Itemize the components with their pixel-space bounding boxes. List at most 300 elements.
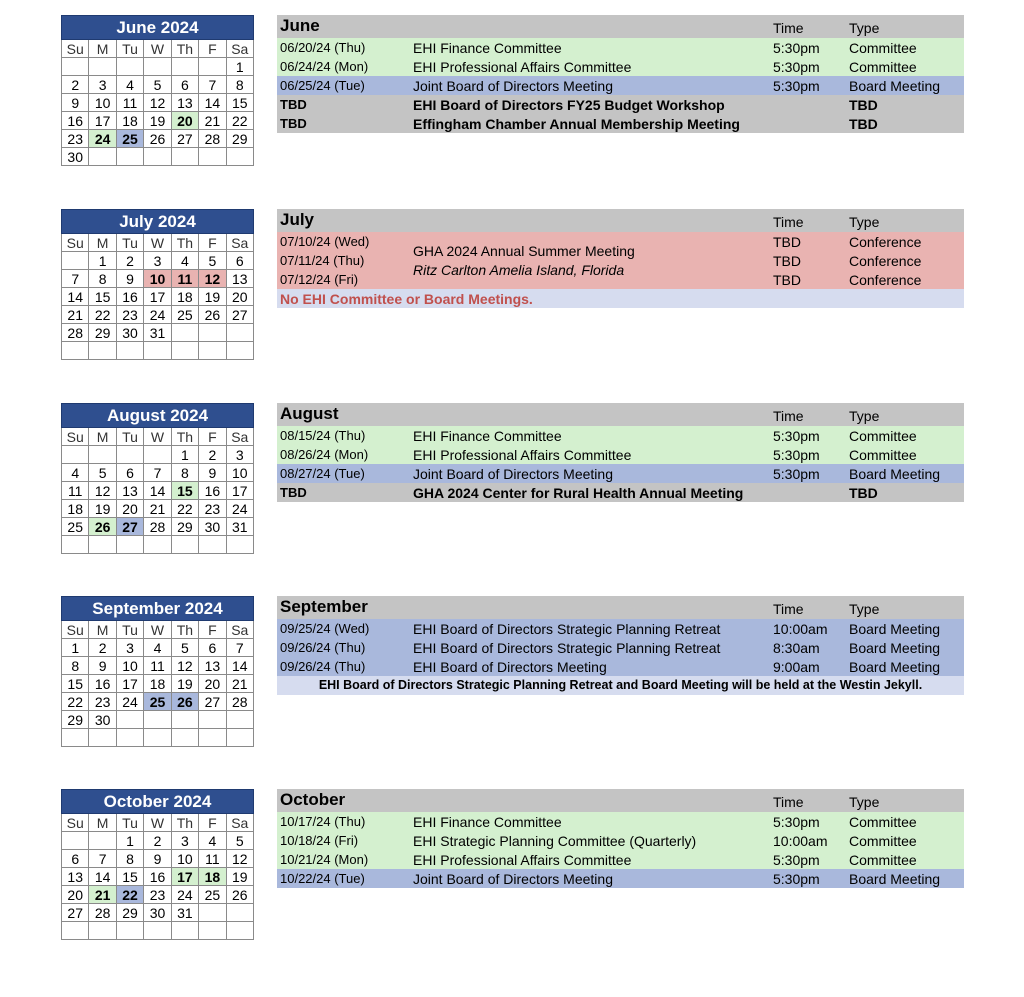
calendar-day: 11 — [62, 482, 89, 500]
calendar-day: 10 — [117, 657, 144, 675]
calendar-day: 7 — [62, 270, 89, 288]
calendar-day: 18 — [144, 675, 171, 693]
calendar-day: 25 — [144, 693, 171, 711]
calendar-day: 24 — [89, 130, 116, 148]
calendar-empty-cell — [62, 446, 89, 464]
calendar-day: 27 — [117, 518, 144, 536]
calendar-grid — [61, 428, 254, 554]
calendar-day: 6 — [117, 464, 144, 482]
calendar-day: 17 — [117, 675, 144, 693]
calendar-day: 24 — [144, 306, 171, 324]
calendar-empty-cell — [144, 342, 171, 360]
calendar-day: 6 — [227, 252, 254, 270]
calendar-day: 10 — [227, 464, 254, 482]
event-date: 07/12/24 (Fri) — [280, 272, 359, 287]
calendar-day: 6 — [199, 639, 226, 657]
calendar-empty-cell — [62, 342, 89, 360]
calendar-title: October 2024 — [61, 789, 254, 814]
calendar-day: 28 — [199, 130, 226, 148]
calendar-day: 14 — [227, 657, 254, 675]
events-header — [277, 403, 964, 426]
calendar-day: 30 — [89, 711, 116, 729]
calendar-empty-cell — [172, 711, 199, 729]
calendar-day: 26 — [227, 886, 254, 904]
calendar-day: 4 — [144, 639, 171, 657]
weekday-header: F — [199, 428, 226, 446]
event-time: TBD — [773, 253, 801, 269]
weekday-header: Th — [172, 234, 199, 252]
calendar-empty-cell — [227, 342, 254, 360]
event-row — [277, 869, 964, 888]
time-column-header: Time — [773, 408, 804, 424]
calendar-day: 14 — [89, 868, 116, 886]
calendar-day: 21 — [227, 675, 254, 693]
events-month-title: June — [280, 16, 320, 35]
calendar-day: 5 — [227, 832, 254, 850]
weekday-header: Tu — [117, 621, 144, 639]
calendar-day: 5 — [172, 639, 199, 657]
calendar-day: 14 — [199, 94, 226, 112]
calendar-day: 20 — [172, 112, 199, 130]
event-name: EHI Professional Affairs Committee — [413, 852, 632, 868]
event-row — [277, 831, 964, 850]
calendar-empty-cell — [227, 711, 254, 729]
mini-calendar — [61, 15, 254, 166]
calendar-day: 29 — [89, 324, 116, 342]
weekday-header: F — [199, 234, 226, 252]
calendar-day: 16 — [89, 675, 116, 693]
events-header — [277, 596, 964, 619]
calendar-day: 9 — [199, 464, 226, 482]
event-time: 9:00am — [773, 659, 820, 675]
calendar-day: 15 — [172, 482, 199, 500]
conference-title: GHA 2024 Annual Summer Meeting — [413, 243, 635, 259]
event-name: Joint Board of Directors Meeting — [413, 466, 613, 482]
calendar-empty-cell — [227, 729, 254, 747]
calendar-day: 23 — [199, 500, 226, 518]
calendar-empty-cell — [89, 729, 116, 747]
calendar-day: 18 — [62, 500, 89, 518]
event-date: 08/27/24 (Tue) — [280, 466, 365, 481]
event-row — [277, 657, 964, 676]
calendar-day: 10 — [172, 850, 199, 868]
event-name: EHI Finance Committee — [413, 40, 562, 56]
calendar-day: 12 — [227, 850, 254, 868]
calendar-day: 16 — [62, 112, 89, 130]
calendar-day: 13 — [172, 94, 199, 112]
calendar-day: 7 — [89, 850, 116, 868]
weekday-header: Sa — [227, 814, 254, 832]
month-section — [0, 774, 1024, 949]
event-note — [277, 676, 964, 695]
weekday-header: W — [144, 621, 171, 639]
calendar-day: 26 — [172, 693, 199, 711]
event-name: EHI Board of Directors FY25 Budget Workshop — [413, 97, 725, 113]
calendar-empty-cell — [117, 58, 144, 76]
calendar-day: 3 — [172, 832, 199, 850]
weekday-header: Tu — [117, 40, 144, 58]
event-name: EHI Professional Affairs Committee — [413, 59, 632, 75]
event-date: 10/18/24 (Fri) — [280, 833, 359, 848]
mini-calendar — [61, 596, 254, 747]
calendar-day: 17 — [89, 112, 116, 130]
calendar-empty-cell — [62, 536, 89, 554]
calendar-day: 19 — [89, 500, 116, 518]
event-row — [277, 95, 964, 114]
event-type: TBD — [849, 485, 878, 501]
calendar-day: 15 — [227, 94, 254, 112]
calendar-day: 27 — [227, 306, 254, 324]
event-date: 06/24/24 (Mon) — [280, 59, 369, 74]
calendar-day: 1 — [227, 58, 254, 76]
weekday-header: M — [89, 234, 116, 252]
weekday-header: M — [89, 621, 116, 639]
event-time: 5:30pm — [773, 40, 820, 56]
type-column-header: Type — [849, 20, 880, 36]
event-name: Joint Board of Directors Meeting — [413, 78, 613, 94]
calendar-empty-cell — [62, 729, 89, 747]
calendar-day: 7 — [227, 639, 254, 657]
calendar-day: 7 — [144, 464, 171, 482]
event-name: Joint Board of Directors Meeting — [413, 871, 613, 887]
calendar-empty-cell — [199, 711, 226, 729]
calendar-day: 1 — [117, 832, 144, 850]
calendar-title: August 2024 — [61, 403, 254, 428]
calendar-empty-cell — [172, 922, 199, 940]
event-time: 10:00am — [773, 621, 828, 637]
event-name: GHA 2024 Center for Rural Health Annual Meeting — [413, 485, 744, 501]
event-name: EHI Professional Affairs Committee — [413, 447, 632, 463]
calendar-day: 27 — [199, 693, 226, 711]
calendar-title: June 2024 — [61, 15, 254, 40]
calendar-day: 1 — [172, 446, 199, 464]
calendar-day: 27 — [62, 904, 89, 922]
calendar-day: 19 — [144, 112, 171, 130]
calendar-empty-cell — [199, 729, 226, 747]
calendar-day: 22 — [227, 112, 254, 130]
calendar-day: 15 — [117, 868, 144, 886]
event-time: TBD — [773, 272, 801, 288]
calendar-empty-cell — [117, 148, 144, 166]
weekday-header: Su — [62, 621, 89, 639]
month-section — [0, 581, 1024, 756]
weekday-header: F — [199, 621, 226, 639]
event-date: 06/20/24 (Thu) — [280, 40, 366, 55]
calendar-day: 25 — [199, 886, 226, 904]
calendar-empty-cell — [62, 922, 89, 940]
calendar-day: 23 — [89, 693, 116, 711]
calendar-day: 11 — [199, 850, 226, 868]
event-time: 5:30pm — [773, 59, 820, 75]
weekday-header: Th — [172, 428, 199, 446]
events-header — [277, 209, 964, 232]
calendar-day: 11 — [144, 657, 171, 675]
calendar-day: 18 — [172, 288, 199, 306]
event-type: Conference — [849, 272, 922, 288]
calendar-grid — [61, 234, 254, 360]
calendar-day: 20 — [199, 675, 226, 693]
event-row — [277, 114, 964, 133]
calendar-day: 12 — [172, 657, 199, 675]
month-section — [0, 194, 1024, 369]
calendar-empty-cell — [172, 729, 199, 747]
weekday-header: W — [144, 234, 171, 252]
event-name: EHI Board of Directors Meeting — [413, 659, 607, 675]
calendar-empty-cell — [172, 342, 199, 360]
calendar-day: 17 — [144, 288, 171, 306]
events-month-title: October — [280, 790, 346, 809]
calendar-day: 27 — [172, 130, 199, 148]
event-type: Board Meeting — [849, 640, 941, 656]
event-row — [277, 76, 964, 95]
calendar-day: 19 — [172, 675, 199, 693]
calendar-day: 13 — [62, 868, 89, 886]
event-type: TBD — [849, 97, 878, 113]
time-column-header: Time — [773, 794, 804, 810]
calendar-day: 9 — [62, 94, 89, 112]
event-note — [277, 289, 964, 308]
calendar-day: 8 — [117, 850, 144, 868]
weekday-header: Th — [172, 621, 199, 639]
event-date: TBD — [280, 97, 307, 112]
event-row — [277, 619, 964, 638]
event-name: EHI Board of Directors Strategic Planning Retreat — [413, 640, 721, 656]
event-name: EHI Board of Directors Strategic Planning Retreat — [413, 621, 721, 637]
calendar-day: 17 — [172, 868, 199, 886]
calendar-day: 9 — [144, 850, 171, 868]
calendar-day: 21 — [144, 500, 171, 518]
calendar-empty-cell — [144, 922, 171, 940]
calendar-day: 9 — [89, 657, 116, 675]
calendar-empty-cell — [62, 832, 89, 850]
mini-calendar — [61, 789, 254, 940]
calendar-day: 20 — [227, 288, 254, 306]
events-table — [277, 596, 964, 695]
events-table — [277, 403, 964, 502]
note-text: EHI Board of Directors Strategic Planning Retreat and Board Meeting will be held at the Westin Jekyll. — [318, 678, 923, 692]
calendar-day: 16 — [144, 868, 171, 886]
events-table — [277, 209, 964, 308]
mini-calendar — [61, 403, 254, 554]
event-type: Board Meeting — [849, 659, 941, 675]
calendar-empty-cell — [144, 446, 171, 464]
event-date: 10/22/24 (Tue) — [280, 871, 365, 886]
calendar-day: 25 — [172, 306, 199, 324]
event-time: 5:30pm — [773, 428, 820, 444]
weekday-header: Sa — [227, 621, 254, 639]
calendar-day: 2 — [89, 639, 116, 657]
calendar-empty-cell — [227, 536, 254, 554]
event-date: 09/25/24 (Wed) — [280, 621, 370, 636]
weekday-header: M — [89, 40, 116, 58]
event-row — [277, 483, 964, 502]
calendar-grid — [61, 814, 254, 940]
calendar-day: 7 — [199, 76, 226, 94]
calendar-day: 23 — [62, 130, 89, 148]
event-type: Committee — [849, 40, 917, 56]
weekday-header: Sa — [227, 234, 254, 252]
weekday-header: Su — [62, 40, 89, 58]
calendar-day: 1 — [89, 252, 116, 270]
calendar-day: 19 — [199, 288, 226, 306]
type-column-header: Type — [849, 214, 880, 230]
event-time: 5:30pm — [773, 852, 820, 868]
event-type: Committee — [849, 447, 917, 463]
calendar-day: 2 — [144, 832, 171, 850]
event-type: Committee — [849, 814, 917, 830]
calendar-empty-cell — [199, 536, 226, 554]
event-type: Committee — [849, 852, 917, 868]
weekday-header: W — [144, 40, 171, 58]
calendar-day: 4 — [117, 76, 144, 94]
calendar-day: 14 — [144, 482, 171, 500]
calendar-empty-cell — [62, 58, 89, 76]
events-table — [277, 789, 964, 888]
calendar-day: 28 — [227, 693, 254, 711]
calendar-empty-cell — [117, 446, 144, 464]
conference-block — [277, 232, 964, 289]
event-date: TBD — [280, 485, 307, 500]
event-time: 10:00am — [773, 833, 828, 849]
calendar-day: 23 — [117, 306, 144, 324]
calendar-day: 17 — [227, 482, 254, 500]
events-month-title: September — [280, 597, 368, 616]
calendar-day: 4 — [199, 832, 226, 850]
weekday-header: W — [144, 814, 171, 832]
calendar-day: 1 — [62, 639, 89, 657]
calendar-day: 8 — [172, 464, 199, 482]
calendar-empty-cell — [89, 832, 116, 850]
calendar-day: 12 — [89, 482, 116, 500]
event-date: 10/17/24 (Thu) — [280, 814, 366, 829]
event-date: 09/26/24 (Thu) — [280, 659, 366, 674]
weekday-header: F — [199, 40, 226, 58]
calendar-day: 30 — [62, 148, 89, 166]
calendar-day: 26 — [89, 518, 116, 536]
type-column-header: Type — [849, 794, 880, 810]
calendar-empty-cell — [227, 922, 254, 940]
event-date: 07/10/24 (Wed) — [280, 234, 370, 249]
weekday-header: Th — [172, 814, 199, 832]
calendar-empty-cell — [117, 729, 144, 747]
calendar-empty-cell — [89, 148, 116, 166]
calendar-day: 12 — [144, 94, 171, 112]
calendar-empty-cell — [227, 904, 254, 922]
calendar-day: 12 — [199, 270, 226, 288]
calendar-day: 21 — [199, 112, 226, 130]
event-date: 08/15/24 (Thu) — [280, 428, 366, 443]
calendar-day: 3 — [227, 446, 254, 464]
weekday-header: W — [144, 428, 171, 446]
calendar-day: 3 — [89, 76, 116, 94]
calendar-day: 16 — [117, 288, 144, 306]
calendar-day: 25 — [62, 518, 89, 536]
event-row — [277, 57, 964, 76]
calendar-day: 5 — [144, 76, 171, 94]
calendar-empty-cell — [199, 904, 226, 922]
calendar-day: 30 — [144, 904, 171, 922]
calendar-day: 20 — [117, 500, 144, 518]
calendar-day: 14 — [62, 288, 89, 306]
event-name: EHI Finance Committee — [413, 428, 562, 444]
event-type: Committee — [849, 833, 917, 849]
calendar-empty-cell — [172, 58, 199, 76]
time-column-header: Time — [773, 20, 804, 36]
calendar-empty-cell — [144, 148, 171, 166]
month-section — [0, 0, 1024, 175]
calendar-empty-cell — [89, 922, 116, 940]
calendar-day: 25 — [117, 130, 144, 148]
weekday-header: Th — [172, 40, 199, 58]
events-month-title: August — [280, 404, 339, 423]
calendar-day: 9 — [117, 270, 144, 288]
event-type: Board Meeting — [849, 621, 941, 637]
weekday-header: Tu — [117, 428, 144, 446]
calendar-day: 21 — [62, 306, 89, 324]
calendar-day: 22 — [89, 306, 116, 324]
event-row — [277, 38, 964, 57]
calendar-day: 20 — [62, 886, 89, 904]
note-text: No EHI Committee or Board Meetings. — [280, 291, 533, 307]
calendar-day: 4 — [172, 252, 199, 270]
calendar-empty-cell — [227, 324, 254, 342]
weekday-header: M — [89, 428, 116, 446]
calendar-grid — [61, 621, 254, 747]
calendar-day: 31 — [172, 904, 199, 922]
weekday-header: Su — [62, 814, 89, 832]
event-time: 5:30pm — [773, 871, 820, 887]
calendar-day: 3 — [144, 252, 171, 270]
calendar-empty-cell — [172, 148, 199, 166]
calendar-day: 16 — [199, 482, 226, 500]
calendar-day: 18 — [199, 868, 226, 886]
calendar-day: 15 — [62, 675, 89, 693]
calendar-empty-cell — [144, 58, 171, 76]
event-name: EHI Strategic Planning Committee (Quarterly) — [413, 833, 697, 849]
calendar-grid — [61, 40, 254, 166]
calendar-empty-cell — [199, 342, 226, 360]
calendar-empty-cell — [117, 711, 144, 729]
calendar-day: 4 — [62, 464, 89, 482]
calendar-day: 30 — [117, 324, 144, 342]
calendar-empty-cell — [144, 536, 171, 554]
calendar-day: 2 — [62, 76, 89, 94]
calendar-day: 26 — [199, 306, 226, 324]
calendar-title: September 2024 — [61, 596, 254, 621]
calendar-day: 28 — [62, 324, 89, 342]
event-date: 08/26/24 (Mon) — [280, 447, 369, 462]
calendar-day: 5 — [89, 464, 116, 482]
event-time: 5:30pm — [773, 466, 820, 482]
calendar-empty-cell — [199, 922, 226, 940]
calendar-day: 30 — [199, 518, 226, 536]
calendar-day: 29 — [62, 711, 89, 729]
event-date: TBD — [280, 116, 307, 131]
event-type: Board Meeting — [849, 871, 941, 887]
weekday-header: Sa — [227, 428, 254, 446]
event-row — [277, 638, 964, 657]
type-column-header: Type — [849, 408, 880, 424]
calendar-day: 22 — [117, 886, 144, 904]
event-type: Committee — [849, 428, 917, 444]
calendar-day: 5 — [199, 252, 226, 270]
calendar-day: 21 — [89, 886, 116, 904]
weekday-header: Su — [62, 428, 89, 446]
calendar-empty-cell — [199, 58, 226, 76]
event-row — [277, 850, 964, 869]
calendar-empty-cell — [227, 148, 254, 166]
event-row — [277, 445, 964, 464]
